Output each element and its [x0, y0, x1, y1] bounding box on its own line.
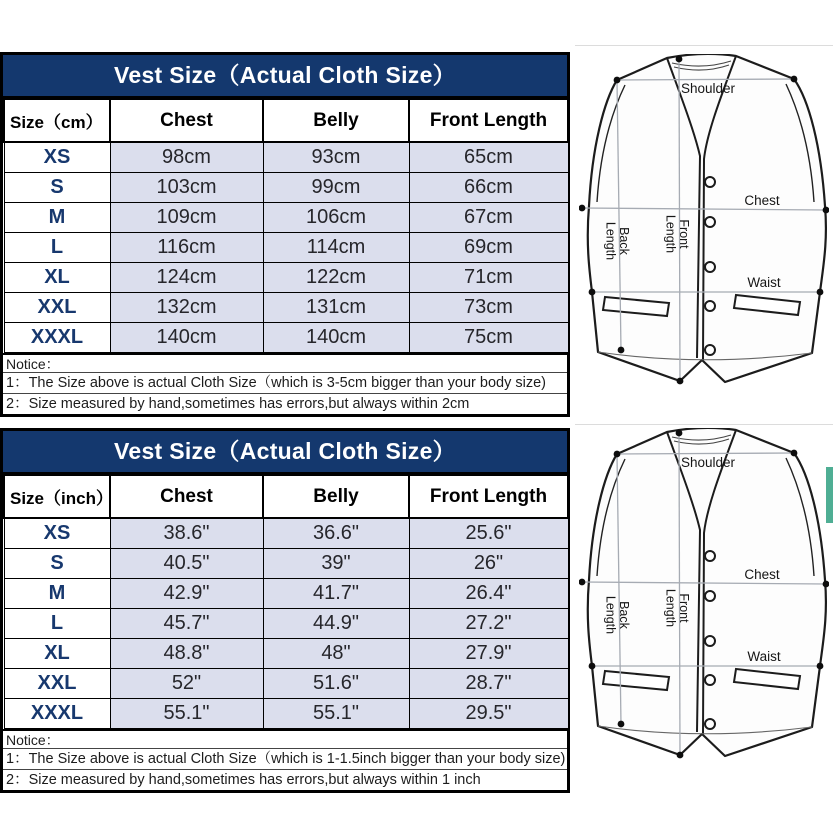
- table-row: [4, 549, 568, 579]
- measurement-cell: 69cm: [409, 233, 568, 263]
- column-header: Front Length: [409, 99, 568, 142]
- table-header-row: [4, 475, 568, 518]
- vest-diagram-inch: [579, 428, 829, 766]
- size-label-cell: M: [4, 203, 110, 233]
- shoulder-label: Shoulder: [680, 81, 736, 96]
- size-label-cell: XL: [4, 263, 110, 293]
- measurement-cell: 109cm: [110, 203, 263, 233]
- card-title: Vest Size（Actual Cloth Size）: [3, 55, 567, 98]
- size-label-cell: S: [4, 173, 110, 203]
- size-label-cell: XL: [4, 639, 110, 669]
- table-row: [4, 263, 568, 293]
- measurement-cell: 39": [263, 549, 409, 579]
- measurement-cell: 36.6": [263, 518, 409, 549]
- measurement-cell: 140cm: [263, 323, 409, 353]
- measurement-cell: 42.9": [110, 579, 263, 609]
- measurement-cell: 75cm: [409, 323, 568, 353]
- notice-title: Notice：: [3, 355, 567, 373]
- table-row: [4, 699, 568, 729]
- size-label-cell: XS: [4, 518, 110, 549]
- measurement-cell: 55.1": [263, 699, 409, 729]
- measurement-cell: 27.2": [409, 609, 568, 639]
- notice-line: 2：Size measured by hand,sometimes has errors,but always within 1 inch: [6, 772, 481, 788]
- measurement-cell: 41.7": [263, 579, 409, 609]
- vest-illustration: [579, 428, 829, 766]
- measurement-cell: 44.9": [263, 609, 409, 639]
- column-header: Chest: [110, 99, 263, 142]
- notice-block: [3, 729, 567, 790]
- column-header: Belly: [263, 475, 409, 518]
- measurement-cell: 52": [110, 669, 263, 699]
- measurement-cell: 55.1": [110, 699, 263, 729]
- vest-diagram-cm: [579, 54, 829, 392]
- notice-block: [3, 353, 567, 414]
- measurement-cell: 48.8": [110, 639, 263, 669]
- measurement-cell: 45.7": [110, 609, 263, 639]
- column-header: Belly: [263, 99, 409, 142]
- table-row: [4, 203, 568, 233]
- size-label-cell: M: [4, 579, 110, 609]
- measurement-cell: 106cm: [263, 203, 409, 233]
- table-row: [4, 669, 568, 699]
- measurement-cell: 131cm: [263, 293, 409, 323]
- table-row: [4, 233, 568, 263]
- size-card-inch: [0, 428, 570, 793]
- size-label-cell: L: [4, 233, 110, 263]
- measurement-cell: 25.6": [409, 518, 568, 549]
- measurement-cell: 98cm: [110, 142, 263, 173]
- size-table-cm: [3, 98, 569, 353]
- measurement-cell: 48": [263, 639, 409, 669]
- notice-line: 1：The Size above is actual Cloth Size（which is 1-1.5inch bigger than your body size): [3, 749, 567, 770]
- shoulder-label: Shoulder: [680, 455, 736, 470]
- measurement-cell: 26.4": [409, 579, 568, 609]
- table-header-row: [4, 99, 568, 142]
- front-length-label: FrontLength: [663, 588, 691, 628]
- measurement-cell: 99cm: [263, 173, 409, 203]
- size-label-cell: XXXL: [4, 323, 110, 353]
- measurement-cell: 114cm: [263, 233, 409, 263]
- back-length-label: BackLength: [603, 221, 631, 261]
- table-row: [4, 173, 568, 203]
- measurement-cell: 140cm: [110, 323, 263, 353]
- table-row: [4, 518, 568, 549]
- table-row: [4, 639, 568, 669]
- size-column-header: Size（inch）: [4, 475, 110, 518]
- measurement-cell: 38.6": [110, 518, 263, 549]
- table-row: [4, 142, 568, 173]
- measurement-cell: 122cm: [263, 263, 409, 293]
- table-row: [4, 609, 568, 639]
- measurement-cell: 132cm: [110, 293, 263, 323]
- measurement-cell: 29.5": [409, 699, 568, 729]
- notice-line: 2：Size measured by hand,sometimes has errors,but always within 2cm: [6, 396, 470, 412]
- column-header: Chest: [110, 475, 263, 518]
- measurement-cell: 40.5": [110, 549, 263, 579]
- size-label-cell: S: [4, 549, 110, 579]
- size-label-cell: L: [4, 609, 110, 639]
- size-label-cell: XXXL: [4, 699, 110, 729]
- measurement-cell: 66cm: [409, 173, 568, 203]
- vest-illustration: [579, 54, 829, 392]
- measurement-cell: 65cm: [409, 142, 568, 173]
- measurement-cell: 103cm: [110, 173, 263, 203]
- measurement-cell: 71cm: [409, 263, 568, 293]
- chest-label: Chest: [744, 193, 780, 208]
- waist-label: Waist: [747, 275, 781, 290]
- image-edge-rule: [575, 45, 833, 46]
- measurement-cell: 124cm: [110, 263, 263, 293]
- table-row: [4, 323, 568, 353]
- notice-line: 1：The Size above is actual Cloth Size（which is 3-5cm bigger than your body size): [3, 373, 567, 394]
- table-row: [4, 579, 568, 609]
- measurement-cell: 73cm: [409, 293, 568, 323]
- column-header: Front Length: [409, 475, 568, 518]
- measurement-cell: 27.9": [409, 639, 568, 669]
- measurement-cell: 51.6": [263, 669, 409, 699]
- waist-label: Waist: [747, 649, 781, 664]
- measurement-cell: 116cm: [110, 233, 263, 263]
- size-label-cell: XXL: [4, 669, 110, 699]
- size-table-inch: [3, 474, 569, 729]
- front-length-label: FrontLength: [663, 214, 691, 254]
- back-length-label: BackLength: [603, 595, 631, 635]
- measurement-cell: 26": [409, 549, 568, 579]
- measurement-cell: 28.7": [409, 669, 568, 699]
- notice-title: Notice：: [3, 731, 567, 749]
- measurement-cell: 67cm: [409, 203, 568, 233]
- card-title: Vest Size（Actual Cloth Size）: [3, 431, 567, 474]
- size-column-header: Size（cm）: [4, 99, 110, 142]
- size-label-cell: XS: [4, 142, 110, 173]
- image-edge-rule: [575, 424, 833, 425]
- size-label-cell: XXL: [4, 293, 110, 323]
- table-row: [4, 293, 568, 323]
- measurement-cell: 93cm: [263, 142, 409, 173]
- chest-label: Chest: [744, 567, 780, 582]
- size-card-cm: [0, 52, 570, 417]
